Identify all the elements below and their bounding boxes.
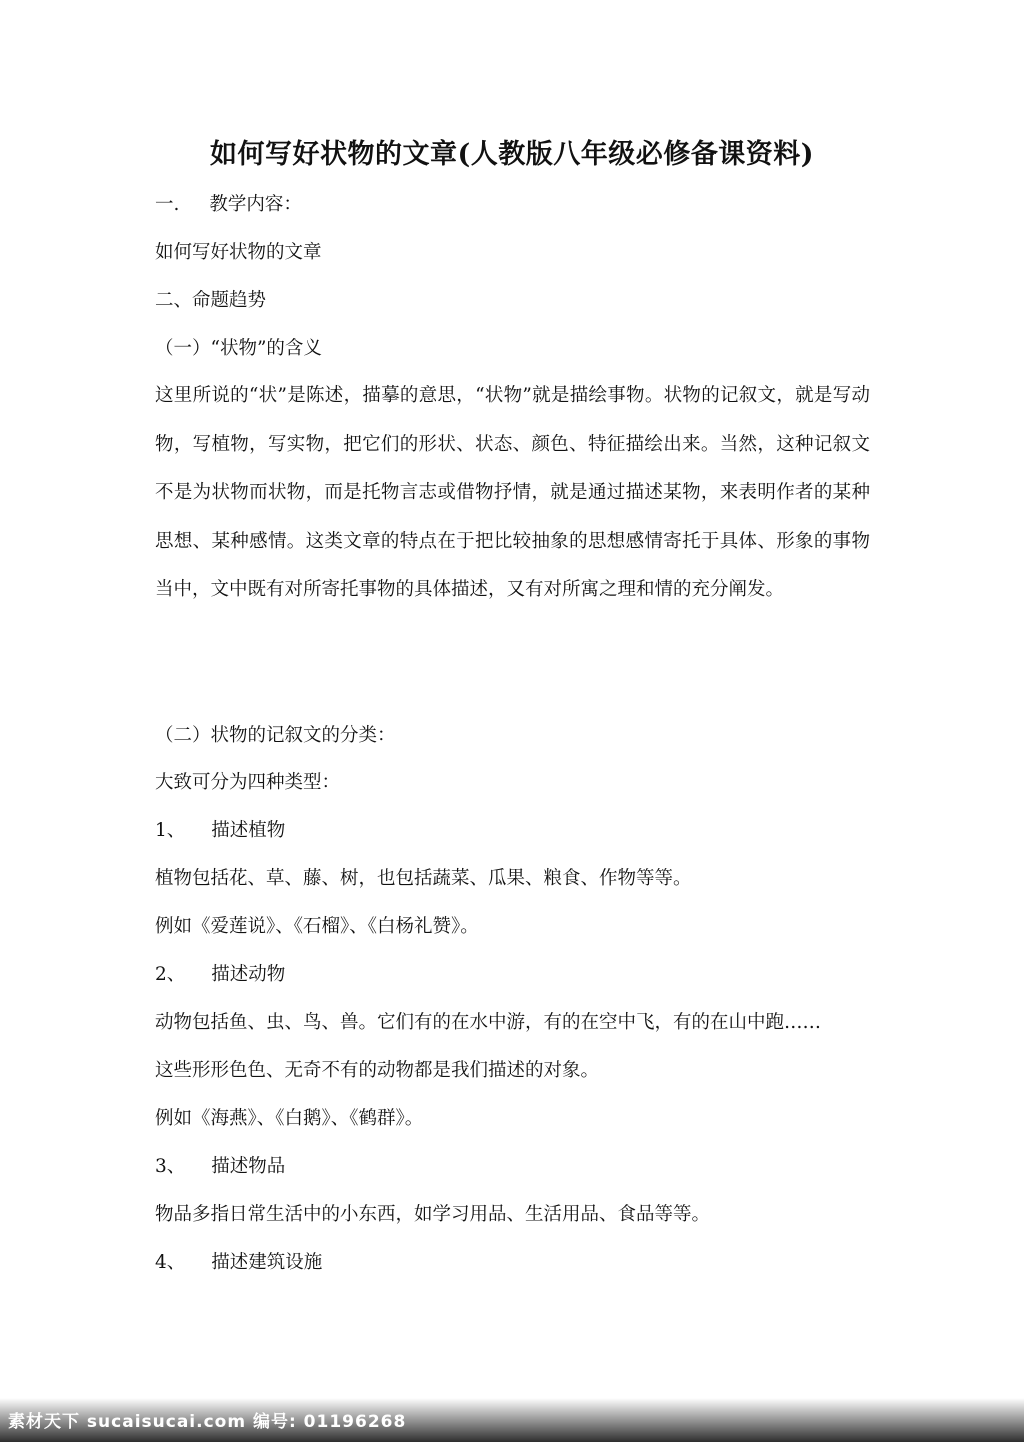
type-heading-buildings — [155, 1248, 322, 1274]
type-heading-objects — [155, 1152, 285, 1178]
subsection-heading-categories: （二）状物的记叙文的分类： — [155, 725, 396, 746]
type-number: 3、 — [155, 1156, 186, 1177]
type-label: 描述植物 — [211, 820, 286, 841]
section-label: 教学内容： — [209, 194, 302, 215]
type-heading-animals — [155, 960, 285, 986]
plants-examples: 例如《爱莲说》、《石榴》、《白杨礼赞》。 — [155, 916, 479, 937]
teaching-content-text: 如何写好状物的文章 — [155, 242, 322, 263]
watermark-text: 素材天下 sucaisucai.com 编号: 01196268 — [8, 1412, 407, 1432]
type-number: 2、 — [155, 964, 186, 985]
watermark-bar — [0, 1398, 1024, 1442]
type-label: 描述建筑设施 — [211, 1252, 323, 1273]
animals-examples: 例如《海燕》、《白鹅》、《鹤群》。 — [155, 1108, 424, 1129]
animals-description-cont: 这些形形色色、无奇不有的动物都是我们描述的对象。 — [155, 1060, 600, 1081]
subsection-heading-meaning: （一）“状物”的含义 — [155, 338, 322, 359]
type-label: 描述动物 — [211, 964, 286, 985]
section-heading-trends: 二、命题趋势 — [155, 290, 267, 311]
animals-description: 动物包括鱼、虫、鸟、兽。它们有的在水中游，有的在空中飞，有的在山中跑…… — [155, 1012, 822, 1033]
document-title: 如何写好状物的文章(人教版八年级必修备课资料) — [209, 139, 815, 170]
type-number: 4、 — [155, 1252, 186, 1273]
type-number: 1、 — [155, 820, 186, 841]
objects-description: 物品多指日常生活中的小东西，如学习用品、生活用品、食品等等。 — [155, 1204, 711, 1225]
type-label: 描述物品 — [211, 1156, 286, 1177]
type-heading-plants — [155, 816, 285, 842]
plants-description: 植物包括花、草、藤、树，也包括蔬菜、瓜果、粮食、作物等等。 — [155, 868, 692, 889]
section-heading-teaching-content — [155, 190, 302, 216]
categories-intro: 大致可分为四种类型： — [155, 772, 341, 793]
section-number: 一. — [155, 194, 180, 215]
meaning-paragraph: 这里所说的“状”是陈述，描摹的意思，“状物”就是描绘事物。状物的记叙文，就是写动物，写植物，写实物，把它们的形状、状态、颜色、特征描绘出来。当然，这种记叙文不是为状物而状物，而是托物言志或借物抒情，就是通过描述某物，来表明作者的某种思想、某种感情。这类文章的特点在于把比较抽象的思想感情寄托于具体、形象的事物当中，文中既有对所寄托事物的具体描述，又有对所寓之理和情的充分阐发。 — [155, 385, 870, 600]
